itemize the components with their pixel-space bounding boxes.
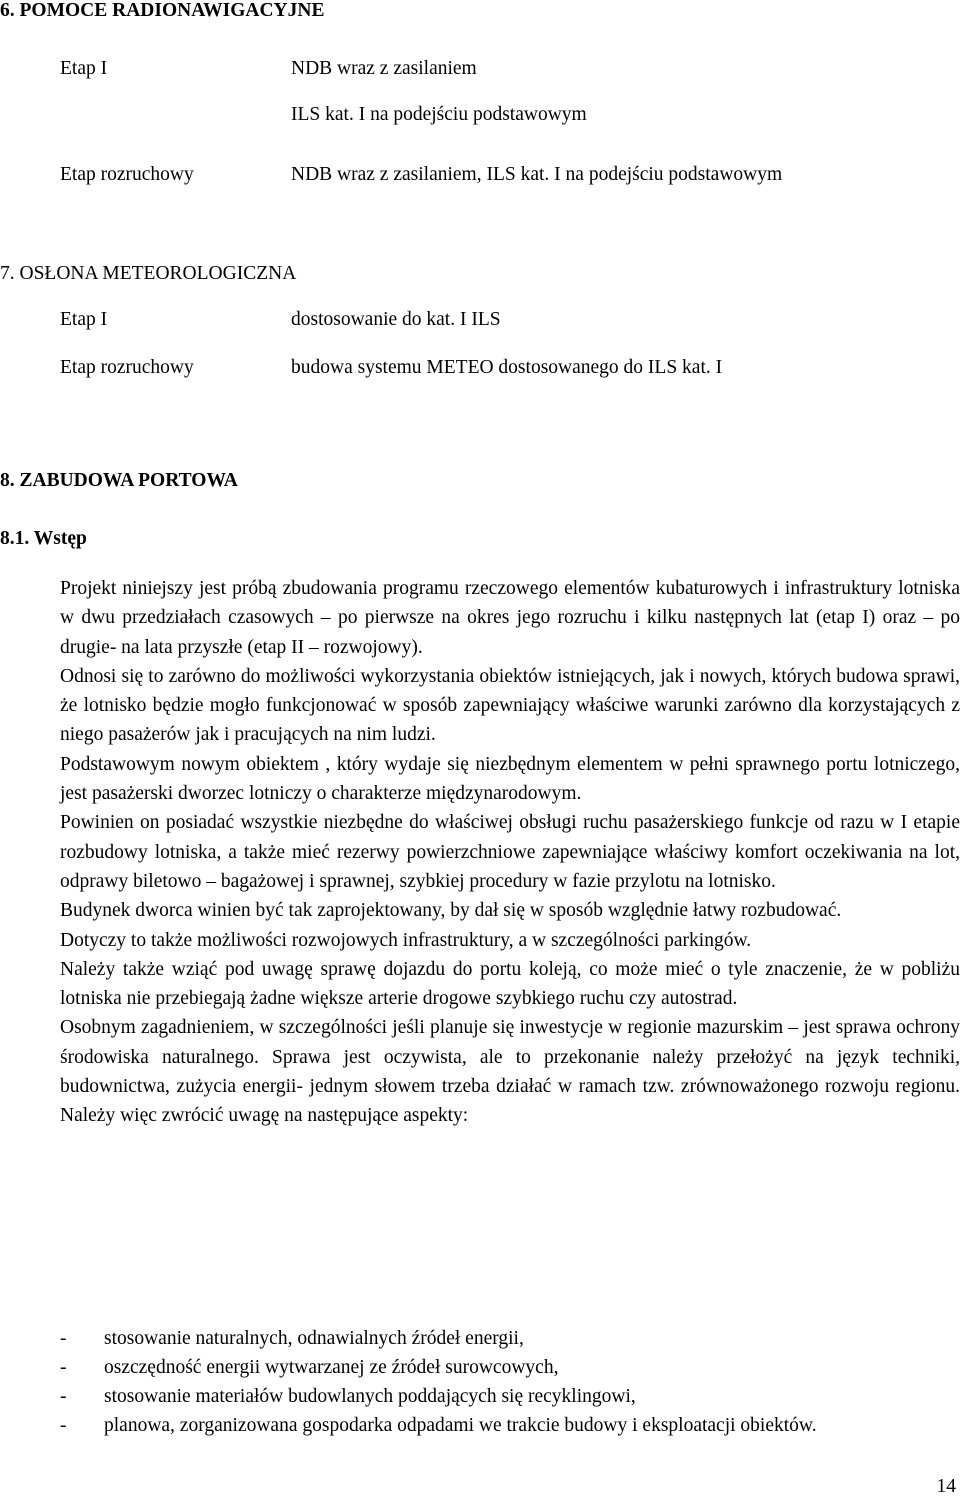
paragraph-1: Projekt niniejszy jest próbą zbudowania programu rzeczowego elementów kubaturowych i infrastruktury lotniska w dwu przedziałach czasowych – po pierwsze na okres jego rozruchu i kilku następnych lat (etap I) oraz – po drugie- na lata przyszłe (etap II – rozwojowy). — [60, 578, 960, 658]
section-7-row-1-label: Etap I — [60, 309, 108, 330]
bullet-dash: - — [60, 1357, 67, 1378]
section-6-row-1-item-1: NDB wraz z zasilaniem — [291, 58, 477, 79]
section-6-heading: 6. POMOCE RADIONAWIGACYJNE — [0, 0, 325, 21]
section-6-row-1-item-2: ILS kat. I na podejściu podstawowym — [291, 104, 587, 125]
bullet-text: stosowanie materiałów budowlanych poddających się recyklingowi, — [104, 1386, 636, 1407]
paragraph-5: Budynek dworca winien być tak zaprojektowany, by dał się w sposób względnie łatwy rozbudować. — [60, 900, 842, 922]
section-7-row-2-label: Etap rozruchowy — [60, 357, 194, 378]
section-7-row-2-value: budowa systemu METEO dostosowanego do ILS kat. I — [291, 357, 723, 378]
paragraph-8: Osobnym zagadnieniem, w szczególności jeśli planuje się inwestycje w regionie mazurskim – jest sprawa ochrony środowiska naturalnego. Sprawa jest oczywista, ale to przekonanie należy przełożyć na język techniki, budownictwa, zużycia energii- jednym słowem trzeba działać w ramach tzw. zrównoważonego rozwoju regionu. Należy więc zwrócić uwagę na następujące aspekty: — [60, 1017, 960, 1127]
bullet-text: planowa, zorganizowana gospodarka odpadami we trakcie budowy i eksploatacji obiektów. — [104, 1415, 817, 1436]
paragraph-7: Należy także wziąć pod uwagę sprawę dojazdu do portu koleją, co może mieć o tyle znaczenie, że w pobliżu lotniska nie przebiegają żadne większe arterie drogowe szybkiego ruchu czy autostrad. — [60, 958, 960, 1010]
bullet-dash: - — [60, 1328, 67, 1349]
paragraph-6: Dotyczy to także możliwości rozwojowych infrastruktury, a w szczególności parkingów. — [60, 929, 752, 951]
section-7-heading: 7. OSŁONA METEOROLOGICZNA — [0, 263, 297, 284]
paragraph-2: Odnosi się to zarówno do możliwości wykorzystania obiektów istniejących, jak i nowych, których budowa sprawi, że lotnisko będzie mogło funkcjonować w sposób zapewniający właściwe warunki zarówno dla korzystających z niego pasażerów jak i pracujących na nim ludzi. — [60, 665, 960, 746]
section-6-row-2-item-1: NDB wraz z zasilaniem, ILS kat. I na podejściu podstawowym — [291, 164, 783, 185]
bullet-text: oszczędność energii wytwarzanej ze źródeł surowcowych, — [104, 1357, 559, 1378]
bullet-dash: - — [60, 1386, 67, 1407]
paragraph-3: Podstawowym nowym obiektem , który wydaje się niezbędnym elementem w pełni sprawnego portu lotniczego, jest pasażerski dworzec lotniczy o charakterze międzynarodowym. — [60, 753, 960, 805]
section-8-1-subheading: 8.1. Wstęp — [0, 528, 87, 549]
bullet-text: stosowanie naturalnych, odnawialnych źródeł energii, — [104, 1328, 524, 1349]
section-8-heading: 8. ZABUDOWA PORTOWA — [0, 470, 238, 491]
section-6-row-1-label: Etap I — [60, 58, 108, 79]
body-text — [60, 574, 960, 1131]
page-number: 14 — [936, 1476, 956, 1497]
paragraph-4: Powinien on posiadać wszystkie niezbędne do właściwej obsługi ruchu pasażerskiego funkcje od razu w I etapie rozbudowy lotniska, a także mieć rezerwy powierzchniowe zapewniające właściwy komfort oczekiwania na lot, odprawy biletowo – bagażowej i sprawnej, szybkiej procedury w fazie przylotu na lotnisko. — [60, 812, 960, 892]
bullet-dash: - — [60, 1415, 67, 1436]
section-6-row-2-label: Etap rozruchowy — [60, 164, 194, 185]
section-7-row-1-value: dostosowanie do kat. I ILS — [291, 309, 501, 330]
